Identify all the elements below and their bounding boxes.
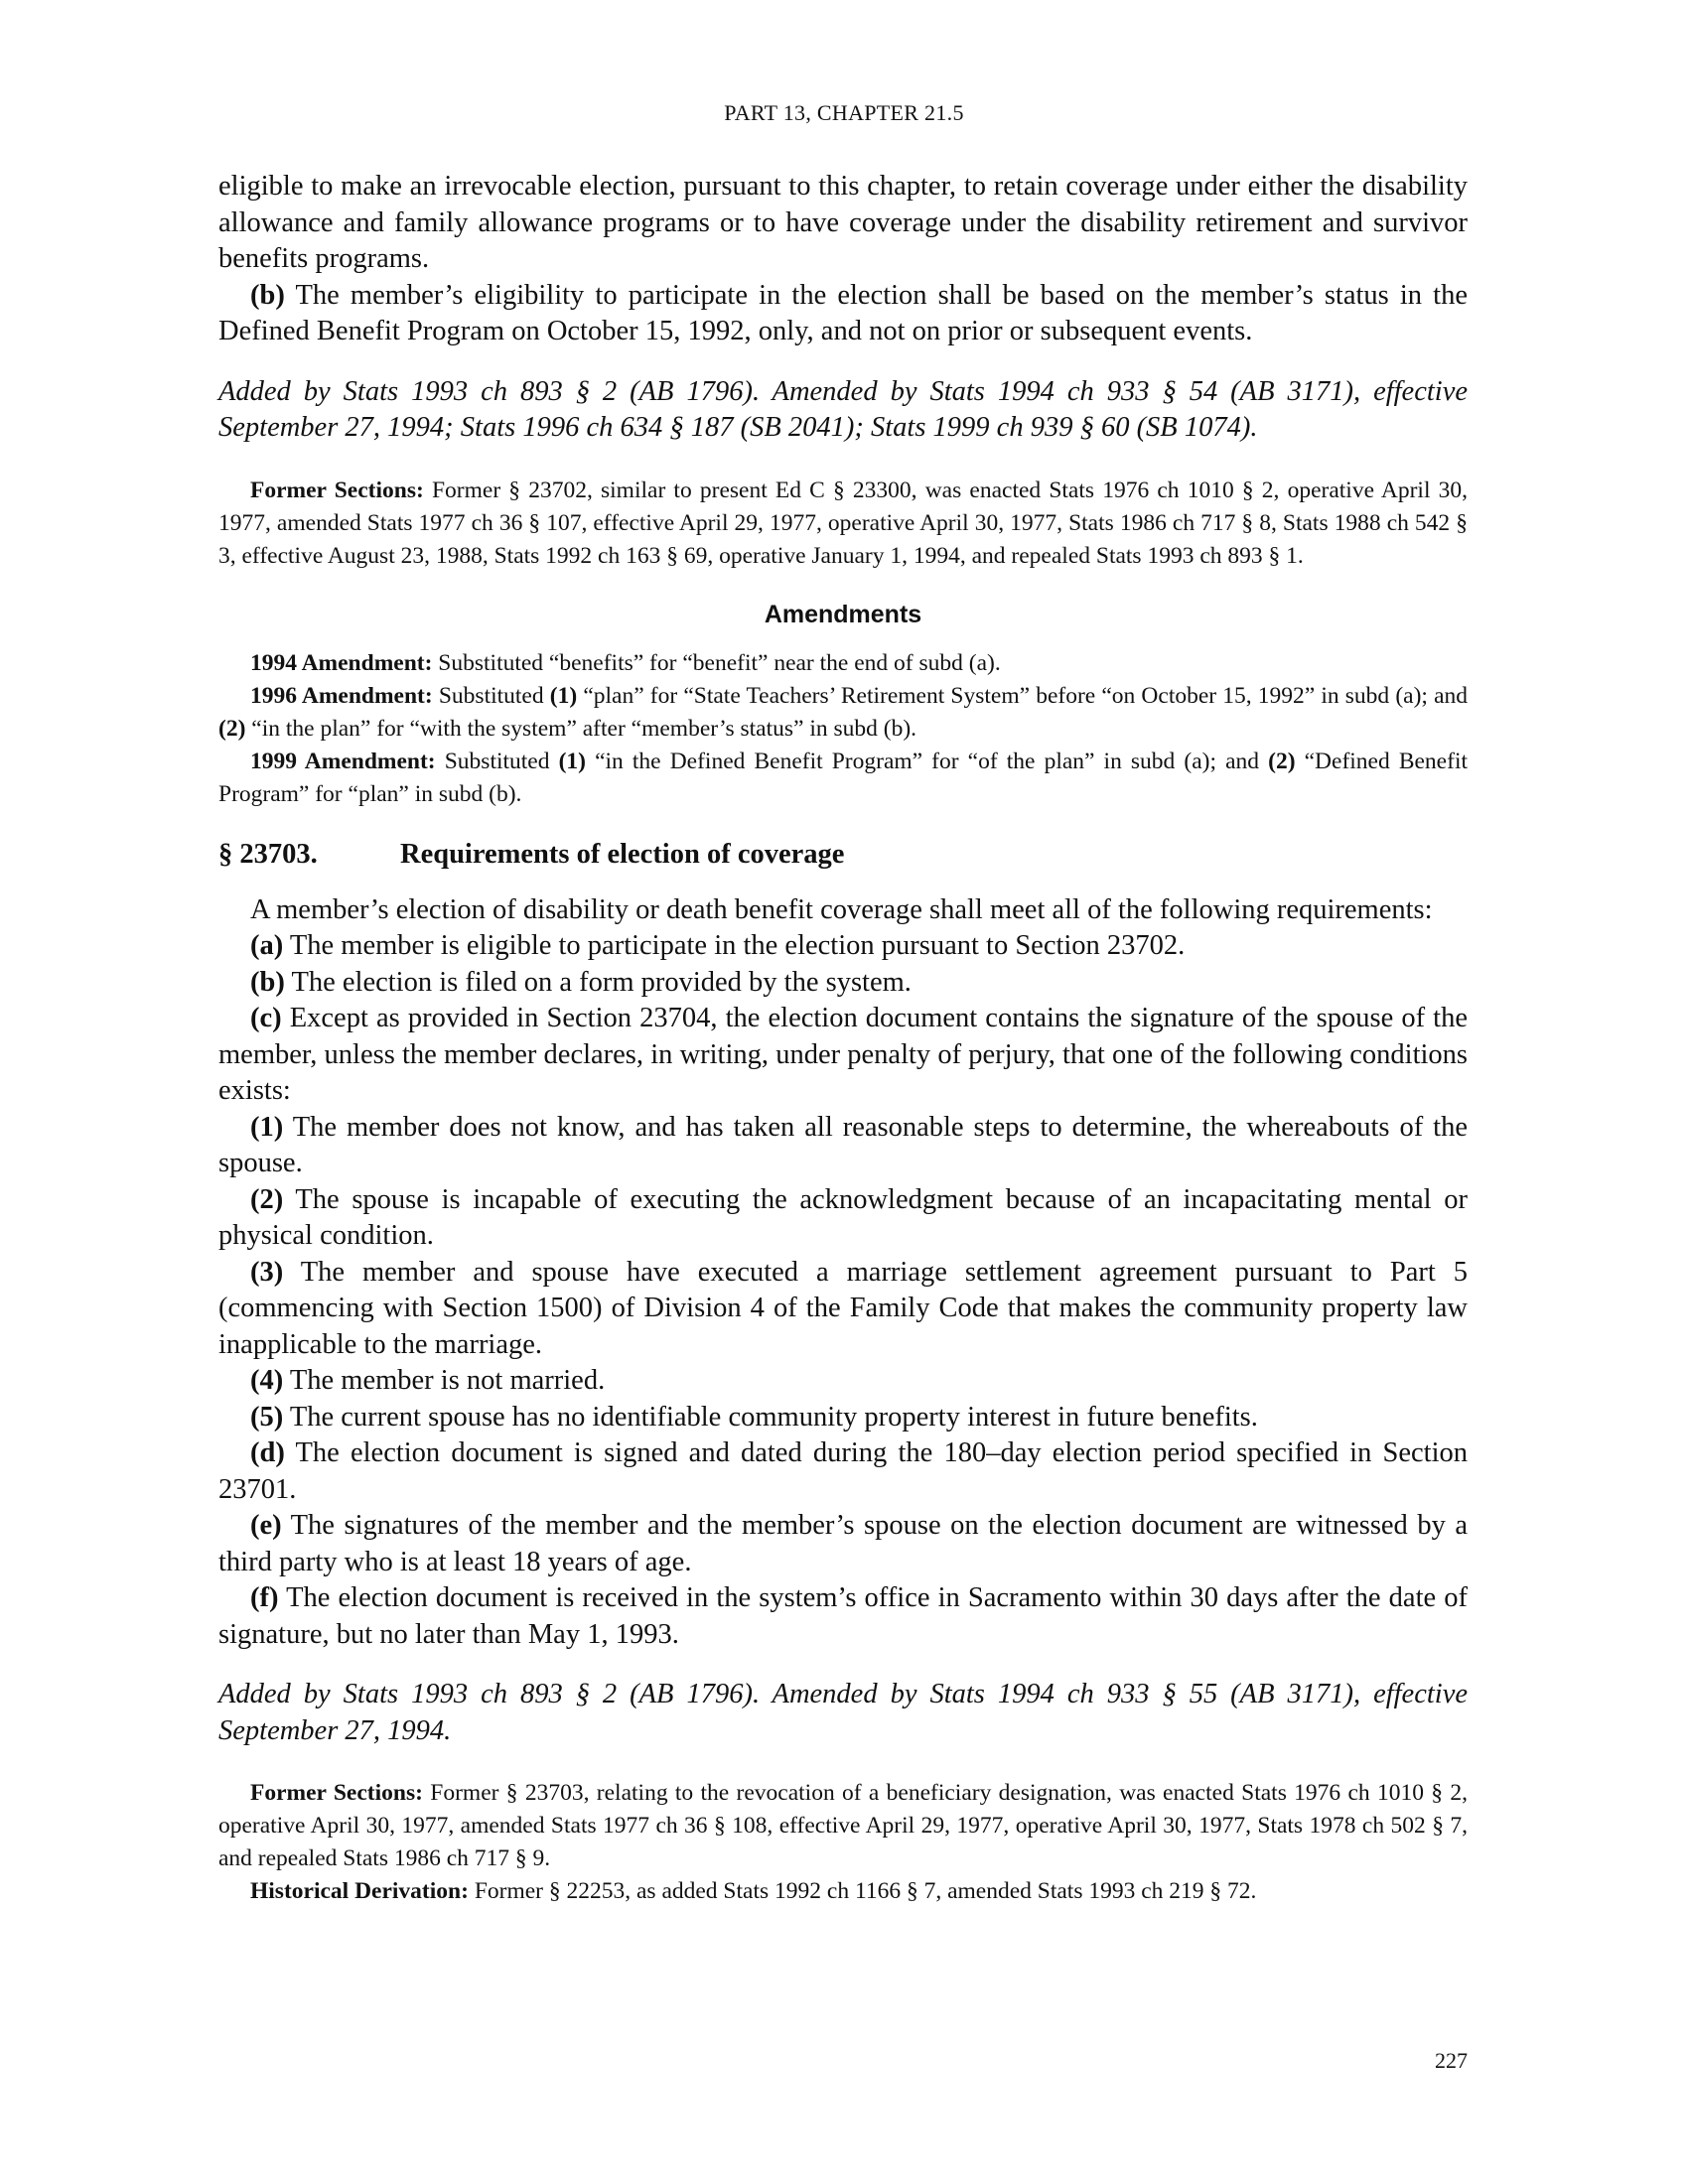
note-text: Former § 23702, similar to present Ed C § 23300, was enacted Stats 1976 ch 1010 § 2, operative April 30, 1977, amended Stats 1977 ch 36 § 107, effective April 29, 1977, operative April 30, 1977, Stats 1986 ch 717 § 8, Stats 1988 ch 542 § 3, effective August 23, 1988, Stats 1992 ch 163 § 69, operative January 1, 1994, and repealed Stats 1993 ch 893 § 1. [218,477,1469,569]
legislative-history: Added by Stats 1993 ch 893 § 2 (AB 1796). Amended by Stats 1994 ch 933 § 54 (AB 3171), effective September 27, 1994; Stats 1996 ch 634 § 187 (SB 2041); Stats 1999 ch 939 § 60 (SB 1074). [218,375,1468,443]
subdivision-label: (b) [250,279,285,311]
item-text: The election is filed on a form provided by the system. [284,966,912,998]
amendments-heading: Amendments [764,600,922,628]
section-item [218,965,1468,1002]
item-label: (5) [250,1401,284,1433]
continued-paragraph: eligible to make an irrevocable election, pursuant to this chapter, to retain coverage under either the disability allowance and family allowance programs or to have coverage under the disability retirement and survivor benefits programs. [218,171,1468,274]
section-item [218,1255,1468,1364]
section-item [218,1435,1468,1508]
historical-derivation-note [218,1875,1468,1908]
item-label: (2) [250,1183,284,1215]
amendment-label: 1994 Amendment: [250,649,433,676]
amendment-text: Substituted [435,748,559,774]
item-text: The member and spouse have executed a marriage settlement agreement pursuant to Part 5 (commencing with Section 1500) of Division 4 of the Family Code that makes the community property law inapplicable to the marriage. [218,1256,1468,1360]
running-head: PART 13, CHAPTER 21.5 [724,100,964,125]
section-item [218,1400,1468,1436]
section-items [218,928,1468,1653]
former-sections-note [218,1777,1468,1875]
legislative-history: Added by Stats 1993 ch 893 § 2 (AB 1796). Amended by Stats 1994 ch 933 § 55 (AB 3171), effective September 27, 1994. [218,1679,1468,1746]
page-content [218,169,1468,1908]
item-label: (4) [250,1365,284,1396]
amendment-text: Substituted [432,682,550,709]
note-label: Former Sections: [250,477,424,503]
item-text: The member is eligible to participate in the election pursuant to Section 23702. [283,930,1186,961]
item-label: (d) [250,1437,285,1468]
amendment-text: “Defined Benefit Program” for “plan” in subd (b). [218,748,1468,807]
item-text: The election document is received in the system’s office in Sacramento within 30 days after the date of signature, but no later than May 1, 1993. [218,1582,1468,1650]
item-text: The spouse is incapable of executing the acknowledgment because of an incapacitating mental or physical condition. [218,1183,1468,1251]
amendment-text: Substituted “benefits” for “benefit” near the end of subd (a). [432,649,1001,676]
section-item [218,1182,1468,1255]
note-text: Former § 22253, as added Stats 1992 ch 1166 § 7, amended Stats 1993 ch 219 § 72. [468,1878,1257,1904]
item-label: (c) [250,1003,282,1033]
section-number: § 23703. [218,838,318,870]
section-item [218,1580,1468,1653]
amendment-text: “plan” for “State Teachers’ Retirement System” before “on October 15, 1992” in subd (a); and [577,682,1469,709]
subdivision-b-paragraph [218,278,1468,350]
section-heading [218,837,1468,873]
amendment-label: 1999 Amendment: [250,748,436,774]
item-label: (f) [250,1582,279,1613]
item-label: (1) [250,1111,284,1143]
item-label: (b) [250,966,285,998]
note-label: Former Sections: [250,1780,423,1806]
page-number: 227 [1435,2048,1468,2073]
item-number: (2) [218,715,246,742]
item-text: The member does not know, and has taken all reasonable steps to determine, the whereabouts of the spouse. [218,1111,1468,1178]
section-intro: A member’s election of disability or death benefit coverage shall meet all of the following requirements: [250,893,1433,925]
section-item [218,928,1468,965]
former-sections-note [218,475,1468,573]
item-number: (1) [558,748,586,774]
amendment-1999 [218,746,1468,811]
item-text: The signatures of the member and the member’s spouse on the election document are witnessed by a third party who is at least 18 years of age. [218,1510,1468,1577]
item-text: The member is not married. [283,1365,606,1396]
item-text: Except as provided in Section 23704, the election document contains the signature of the spouse of the member, unless the member declares, in writing, under penalty of perjury, that one of the following conditions exists: [218,1003,1468,1106]
section-item [218,1363,1468,1400]
item-text: The election document is signed and dated during the 180–day election period specified in Section 23701. [218,1437,1468,1505]
item-label: (a) [250,930,284,961]
item-number: (1) [549,682,578,709]
note-text: Former § 23703, relating to the revocation of a beneficiary designation, was enacted Stats 1976 ch 1010 § 2, operative April 30, 1977, amended Stats 1977 ch 36 § 108, effective April 29, 1977, operative April 30, 1977, Stats 1978 ch 502 § 7, and repealed Stats 1986 ch 717 § 9. [218,1780,1468,1871]
item-text: The current spouse has no identifiable community property interest in future benefits. [283,1401,1258,1433]
section-item [218,1508,1468,1580]
section-item [218,1001,1468,1110]
item-label: (e) [250,1510,282,1541]
amendment-text: “in the plan” for “with the system” after “member’s status” in subd (b). [245,715,917,742]
section-item [218,1110,1468,1182]
amendment-text: “in the Defined Benefit Program” for “of the plan” in subd (a); and [586,748,1269,774]
item-number: (2) [1268,748,1296,774]
amendment-label: 1996 Amendment: [250,682,433,709]
note-label: Historical Derivation: [250,1878,469,1904]
amendment-1996 [218,680,1468,746]
amendment-1994 [218,647,1468,680]
subdivision-text: The member’s eligibility to participate in the election shall be based on the member’s status in the Defined Benefit Program on October 15, 1992, only, and not on prior or subsequent events. [218,279,1468,346]
section-title: Requirements of election of coverage [400,838,845,870]
item-label: (3) [250,1256,284,1288]
